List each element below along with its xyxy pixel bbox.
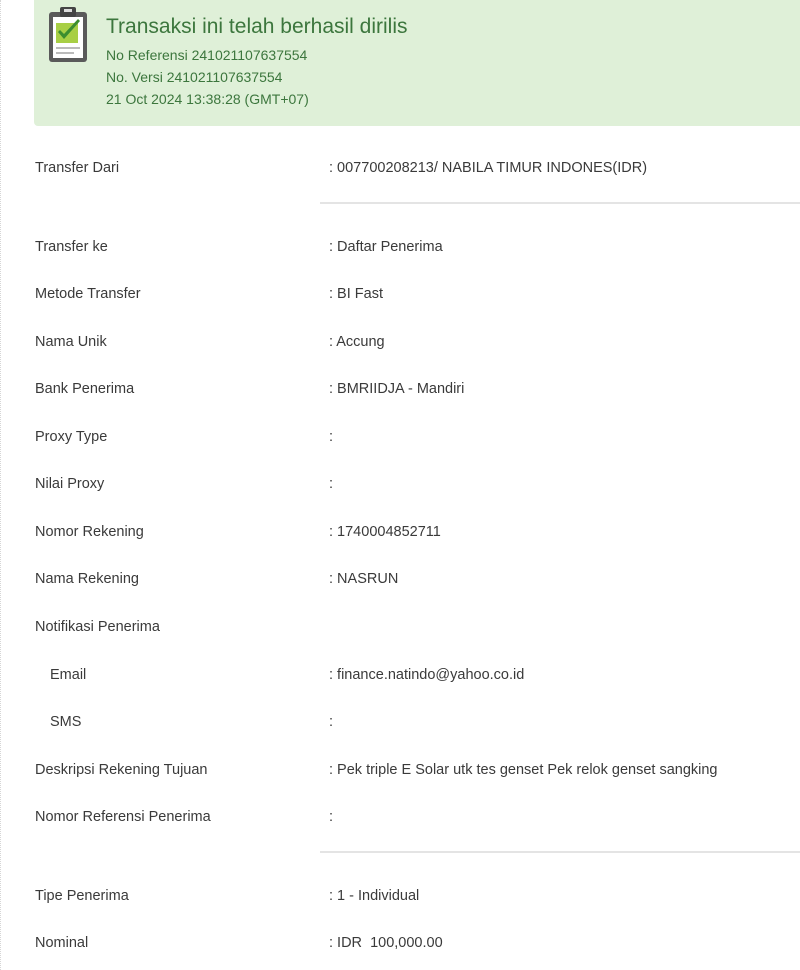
row-transfer-dari (0, 156, 800, 180)
row-label: Email (50, 667, 87, 683)
row-sms (0, 710, 800, 734)
reference-number: No Referensi 241021107637554 (106, 47, 308, 63)
row-value: : (329, 476, 334, 492)
row-label: Nilai Proxy (35, 476, 105, 492)
row-label: Nomor Rekening (35, 524, 144, 540)
row-label: Nominal (35, 935, 89, 951)
row-value: : (329, 714, 334, 730)
divider (320, 851, 800, 853)
row-label: Nomor Referensi Penerima (35, 809, 211, 825)
row-nama-unik (0, 330, 800, 354)
row-value: : BMRIIDJA - Mandiri (329, 381, 465, 397)
row-label: Deskripsi Rekening Tujuan (35, 762, 208, 778)
row-notifikasi-penerima (0, 615, 800, 639)
row-value: : (329, 429, 334, 445)
row-value: : NASRUN (329, 571, 399, 587)
row-label: Tipe Penerima (35, 888, 129, 904)
row-value: : Accung (329, 334, 385, 350)
clipboard-check-icon (47, 6, 89, 64)
row-transfer-ke (0, 235, 800, 259)
row-nomor-referensi-penerima (0, 805, 800, 829)
row-label: Proxy Type (35, 429, 108, 445)
row-label: Metode Transfer (35, 286, 141, 302)
row-value: : BI Fast (329, 286, 383, 302)
row-tipe-penerima (0, 884, 800, 908)
row-label: Nama Rekening (35, 571, 139, 587)
banner-text (106, 14, 408, 110)
row-label: Bank Penerima (35, 381, 135, 397)
row-deskripsi-rekening-tujuan (0, 758, 800, 782)
row-value: : finance.natindo@yahoo.co.id (329, 667, 525, 683)
row-value: : 007700208213/ NABILA TIMUR INDONES(IDR) (329, 160, 648, 176)
row-label: Transfer ke (35, 239, 108, 255)
row-label: SMS (50, 714, 82, 730)
row-value: : 1740004852711 (329, 524, 441, 540)
row-label: Transfer Dari (35, 160, 120, 176)
success-banner (34, 0, 800, 126)
transaction-datetime: 21 Oct 2024 13:38:28 (GMT+07) (106, 91, 309, 107)
row-proxy-type (0, 425, 800, 449)
row-email (0, 663, 800, 687)
row-label: Nama Unik (35, 334, 107, 350)
row-value: : IDR 100,000.00 (329, 935, 443, 951)
row-label: Notifikasi Penerima (35, 619, 160, 635)
divider (320, 202, 800, 204)
row-nomor-rekening (0, 520, 800, 544)
version-number: No. Versi 241021107637554 (106, 69, 283, 85)
row-metode-transfer (0, 282, 800, 306)
banner-title: Transaksi ini telah berhasil dirilis (106, 15, 408, 38)
row-value: : (329, 809, 334, 825)
row-nilai-proxy (0, 472, 800, 496)
row-bank-penerima (0, 377, 800, 401)
row-nominal (0, 931, 800, 955)
row-value: : Daftar Penerima (329, 239, 443, 255)
row-value: : 1 - Individual (329, 888, 420, 904)
row-value: : Pek triple E Solar utk tes genset Pek relok genset sangking (329, 762, 718, 778)
row-nama-rekening (0, 567, 800, 591)
